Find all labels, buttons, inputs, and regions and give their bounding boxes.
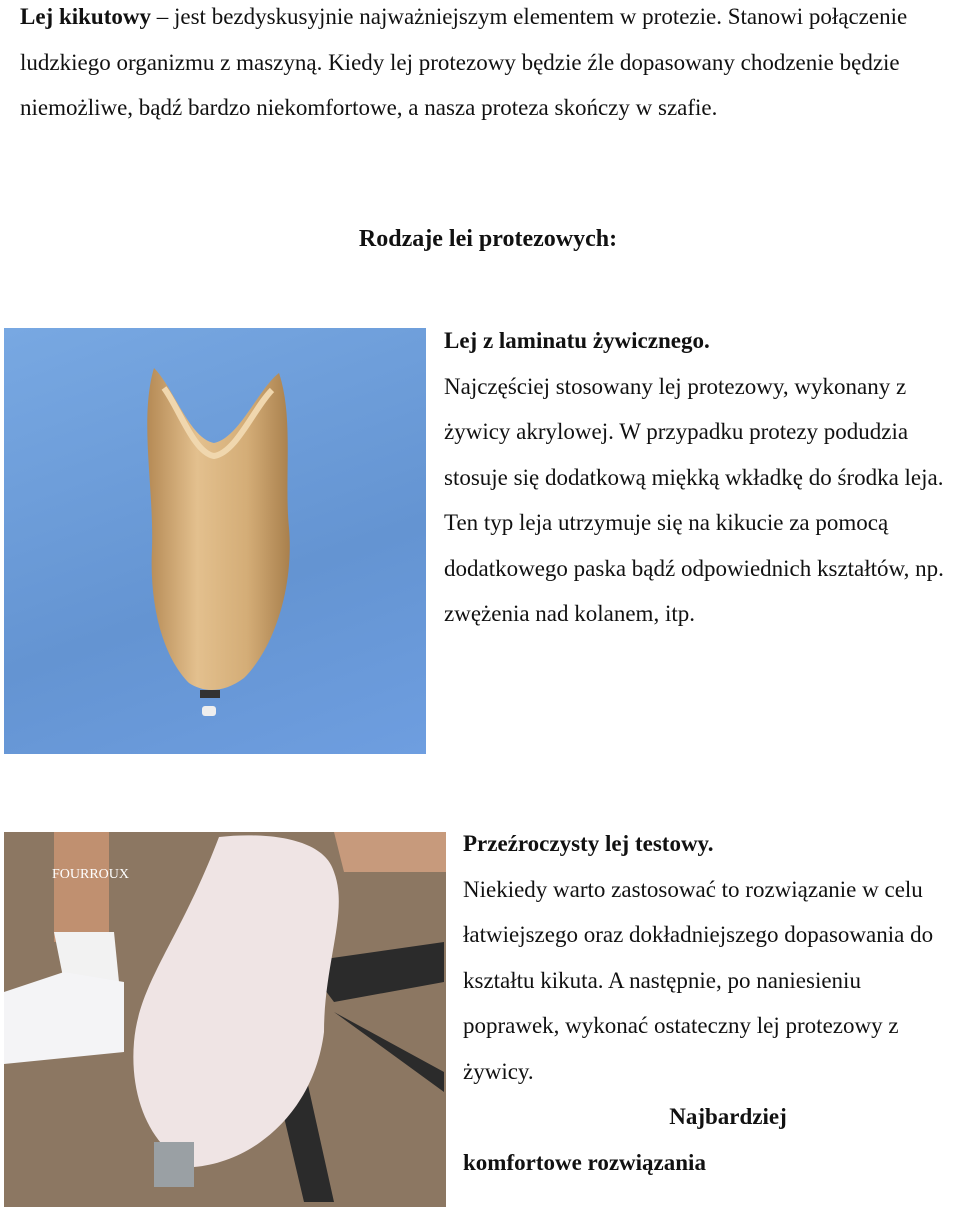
laminate-socket-photo bbox=[4, 328, 426, 754]
footer-line-1: Najbardziej bbox=[669, 1104, 787, 1129]
footer-line-2: komfortowe rozwiązania bbox=[463, 1149, 706, 1175]
intro-term: Lej kikutowy bbox=[20, 4, 151, 29]
photo-logo: FOURROUX bbox=[52, 867, 130, 882]
section-title: Lej z laminatu żywicznego. bbox=[444, 328, 710, 353]
intro-paragraph bbox=[20, 0, 960, 131]
laminate-socket-section bbox=[444, 318, 960, 637]
section-body-2: Ten typ leja utrzymuje się na kikucie za pomocą dodatkowego paska bądź odpowiednich kształtów, np. zwężenia nad kolanem, itp. bbox=[444, 510, 944, 626]
section-title: Przeźroczysty lej testowy. bbox=[463, 831, 714, 856]
intro-text: – jest bezdyskusyjnie najważniejszym elementem w protezie. Stanowi połączenie ludzkiego organizmu z maszyną. Kiedy lej protezowy będzie źle dopasowany chodzenie będzie niemożliwe, bądź bardzo niekomfortowe, a nasza proteza skończy w szafie. bbox=[20, 4, 908, 120]
test-socket-illustration bbox=[4, 832, 446, 1207]
test-socket-section bbox=[463, 821, 960, 1185]
section-body: Niekiedy warto zastosować to rozwiązanie w celu łatwiejszego oraz dokładniejszego dopasowania do kształtu kikuta. A następnie, po naniesieniu poprawek, wykonać ostateczny lej protezowy z żywicy. bbox=[463, 876, 934, 1084]
socket-illustration bbox=[4, 328, 426, 754]
section-heading: Rodzaje lei protezowych: bbox=[358, 226, 618, 252]
test-socket-photo bbox=[4, 832, 446, 1207]
section-body: Najczęściej stosowany lej protezowy, wykonany z żywicy akrylowej. W przypadku protezy podudzia stosuje się dodatkową miękką wkładkę do środka leja. bbox=[444, 373, 944, 490]
